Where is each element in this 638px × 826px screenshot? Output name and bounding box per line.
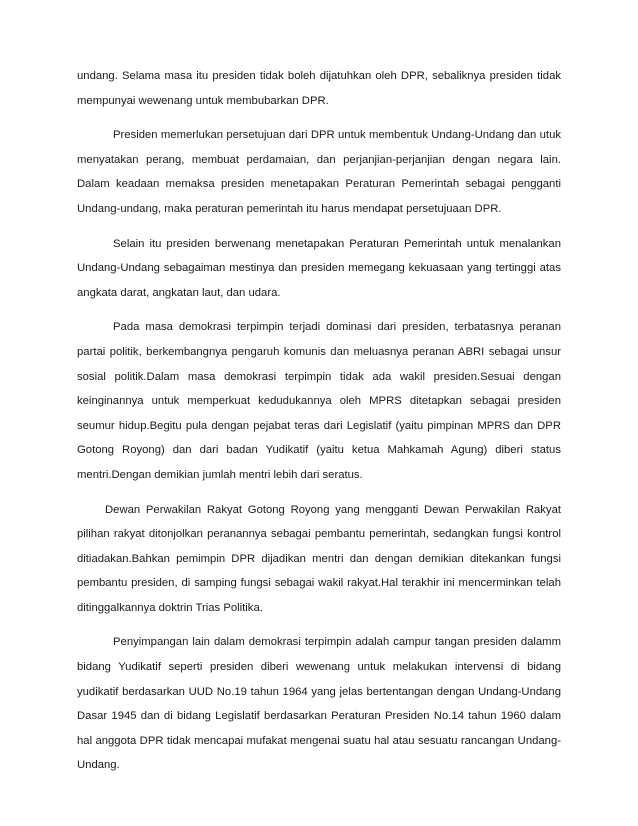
document-body xyxy=(77,64,561,788)
paragraph-4: Pada masa demokrasi terpimpin terjadi dominasi dari presiden, terbatasnya peranan partai politik, berkembangnya pengaruh komunis dan meluasnya peranan ABRI sebagai unsur sosial politik.Dalam masa demokrasi terpimpin tidak ada wakil presiden.Sesuai dengan keinginannya untuk memperkuat kedudukannya oleh MPRS ditetapkan sebagai presiden seumur hidup.Begitu pula dengan pejabat teras dari Legislatif (yaitu pimpinan MPRS dan DPR Gotong Royong) dan dari badan Yudikatif (yaitu ketua Mahkamah Agung) diberi status mentri.Dengan demikian jumlah mentri lebih dari seratus. xyxy=(77,321,561,481)
paragraph-3: Selain itu presiden berwenang menetapakan Peraturan Pemerintah untuk menalankan Undang-Undang sebagaiman mestinya dan presiden memegang kekuasaan yang tertinggi atas angkata darat, angkatan laut, dan udara. xyxy=(77,237,561,299)
paragraph-5: Dewan Perwakilan Rakyat Gotong Royong yang mengganti Dewan Perwakilan Rakyat pilihan rakyat ditonjolkan peranannya sebagai pembantu pemerintah, sedangkan fungsi kontrol ditiadakan.Bahkan pemimpin DPR dijadikan mentri dan dengan demikian ditekankan fungsi pembantu presiden, di samping fungsi sebagai wakil rakyat.Hal terakhir ini mencerminkan telah ditinggalkannya doktrin Trias Politika. xyxy=(77,503,561,614)
paragraph-1: undang. Selama masa itu presiden tidak boleh dijatuhkan oleh DPR, sebaliknya presiden tidak mempunyai wewenang untuk membubarkan DPR. xyxy=(77,70,561,107)
paragraph-2: Presiden memerlukan persetujuan dari DPR untuk membentuk Undang-Undang dan utuk menyatakan perang, membuat perdamaian, dan perjanjian-perjanjian dengan negara lain. Dalam keadaan memaksa presiden menetapakan Peraturan Pemerintah sebagai pengganti Undang-undang, maka peraturan pemerintah itu harus mendapat persetujuaan DPR. xyxy=(77,129,561,215)
paragraph-6: Penyimpangan lain dalam demokrasi terpimpin adalah campur tangan presiden dalamm bidang Yudikatif seperti presiden diberi wewenang untuk melakukan intervensi di bidang yudikatif berdasarkan UUD No.19 tahun 1964 yang jelas bertentangan dengan Undang-Undang Dasar 1945 dan di bidang Legislatif berdasarkan Peraturan Presiden No.14 tahun 1960 dalam hal anggota DPR tidak mencapai mufakat mengenai suatu hal atau sesuatu rancangan Undang-Undang. xyxy=(77,636,561,772)
